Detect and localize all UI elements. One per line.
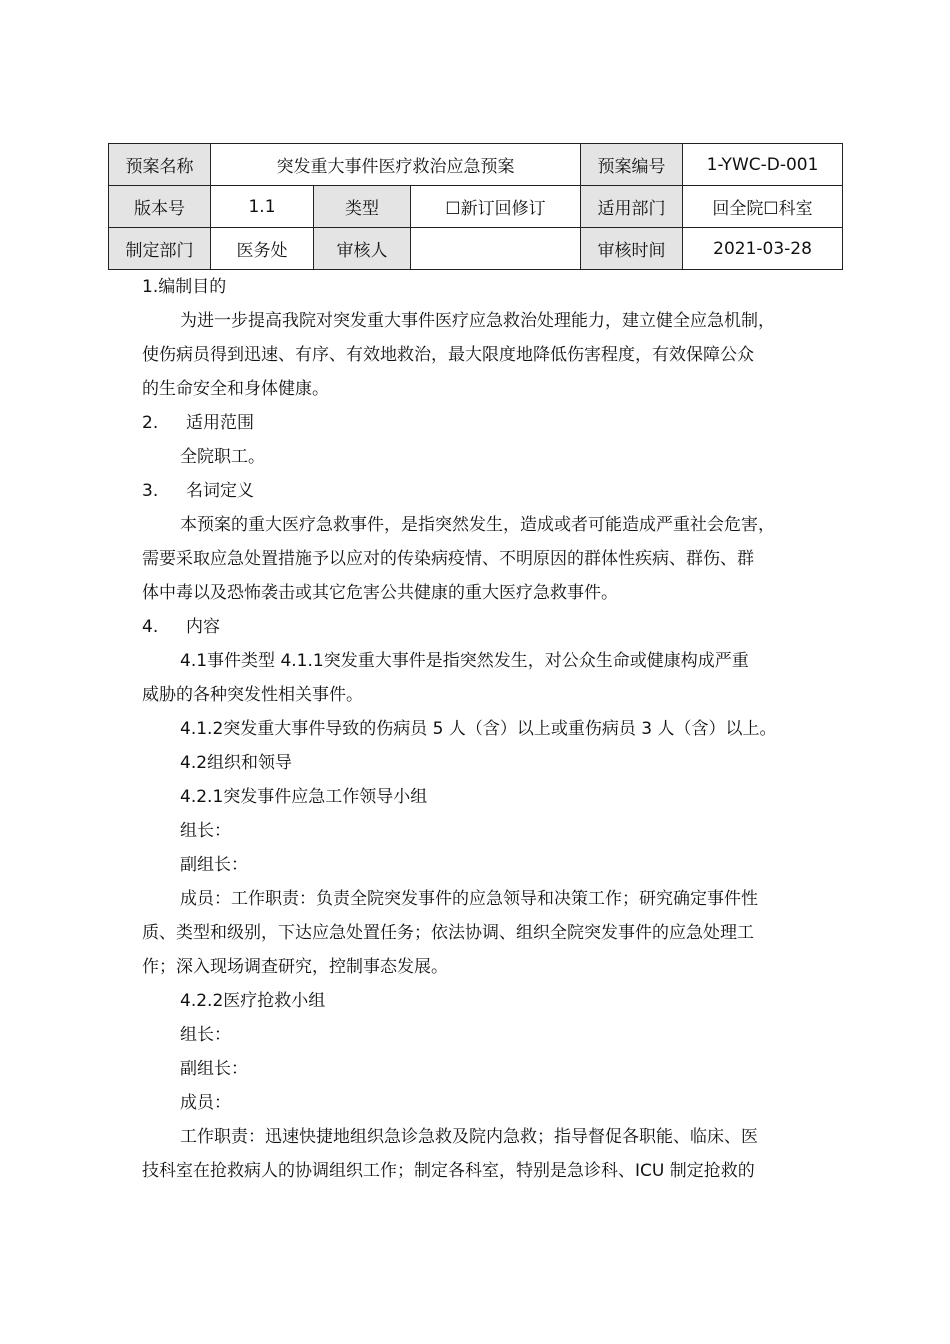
subsection-heading: 4.2组织和领导 [180,753,293,773]
plan-info-table [108,143,843,270]
paragraph-line: 成员：工作职责：负责全院突发事件的应急领导和决策工作；研究确定事件性 [180,889,758,909]
subsection-heading: 4.2.2医疗抢救小组 [180,991,326,1011]
section-heading [142,474,842,508]
type-label: 类型 [314,186,411,228]
section-title: 适用范围 [186,413,254,433]
paragraph-line: 的生命安全和身体健康。 [142,379,329,399]
table-row [109,186,843,228]
paragraph-line: 体中毒以及恐怖袭击或其它危害公共健康的重大医疗急救事件。 [142,583,618,603]
table-row [109,228,843,270]
paragraph-line: 威胁的各种突发性相关事件。 [142,685,363,705]
document-body [142,270,842,1188]
paragraph-line: 组长： [180,1025,231,1045]
applicable-dept-value: 回全院☐科室 [683,186,843,228]
reviewer-label: 审核人 [314,228,411,270]
section-title: 内容 [186,617,220,637]
section-title: 名词定义 [186,481,254,501]
paragraph-line: 为进一步提高我院对突发重大事件医疗应急救治处理能力，建立健全应急机制， [180,311,775,331]
applicable-dept-label: 适用部门 [581,186,683,228]
paragraph-line: 技科室在抢救病人的协调组织工作；制定各科室，特别是急诊科、ICU 制定抢救的 [142,1161,755,1181]
review-date-value: 2021-03-28 [683,228,843,270]
version-label: 版本号 [109,186,211,228]
type-value: ☐新订回修订 [411,186,581,228]
paragraph-line: 全院职工。 [180,447,265,467]
section-heading [142,406,842,440]
paragraph-line: 需要采取应急处置措施予以应对的传染病疫情、不明原因的群体性疾病、群伤、群 [142,549,754,569]
drafting-dept-value: 医务处 [211,228,314,270]
drafting-dept-label: 制定部门 [109,228,211,270]
paragraph-line: 工作职责：迅速快捷地组织急诊急救及院内急救；指导督促各职能、临床、医 [180,1127,758,1147]
table-row [109,144,843,186]
plan-number-label: 预案编号 [581,144,683,186]
section-number: 3. [142,481,159,501]
section-heading: 1.编制目的 [142,277,227,297]
plan-name-value: 突发重大事件医疗救治应急预案 [211,144,581,186]
paragraph-line: 成员： [180,1093,231,1113]
paragraph-line: 4.1.2突发重大事件导致的伤病员 5 人（含）以上或重伤病员 3 人（含）以上。 [180,719,777,739]
plan-number-value: 1-YWC-D-001 [683,144,843,186]
paragraph-line: 副组长： [180,855,248,875]
paragraph-line: 质、类型和级别，下达应急处置任务；依法协调、组织全院突发事件的应急处理工 [142,923,754,943]
subsection-heading: 4.2.1突发事件应急工作领导小组 [180,787,428,807]
paragraph-line: 本预案的重大医疗急救事件，是指突然发生，造成或者可能造成严重社会危害， [180,515,775,535]
review-date-label: 审核时间 [581,228,683,270]
version-value: 1.1 [211,186,314,228]
paragraph-line: 4.1事件类型 4.1.1突发重大事件是指突然发生，对公众生命或健康构成严重 [180,651,749,671]
paragraph-line: 组长： [180,821,231,841]
paragraph-line: 作；深入现场调查研究，控制事态发展。 [142,957,448,977]
section-number: 2. [142,413,159,433]
section-heading [142,610,842,644]
paragraph-line: 使伤病员得到迅速、有序、有效地救治，最大限度地降低伤害程度，有效保障公众 [142,345,754,365]
section-number: 4. [142,617,159,637]
paragraph-line: 副组长： [180,1059,248,1079]
reviewer-value [411,228,581,270]
plan-name-label: 预案名称 [109,144,211,186]
